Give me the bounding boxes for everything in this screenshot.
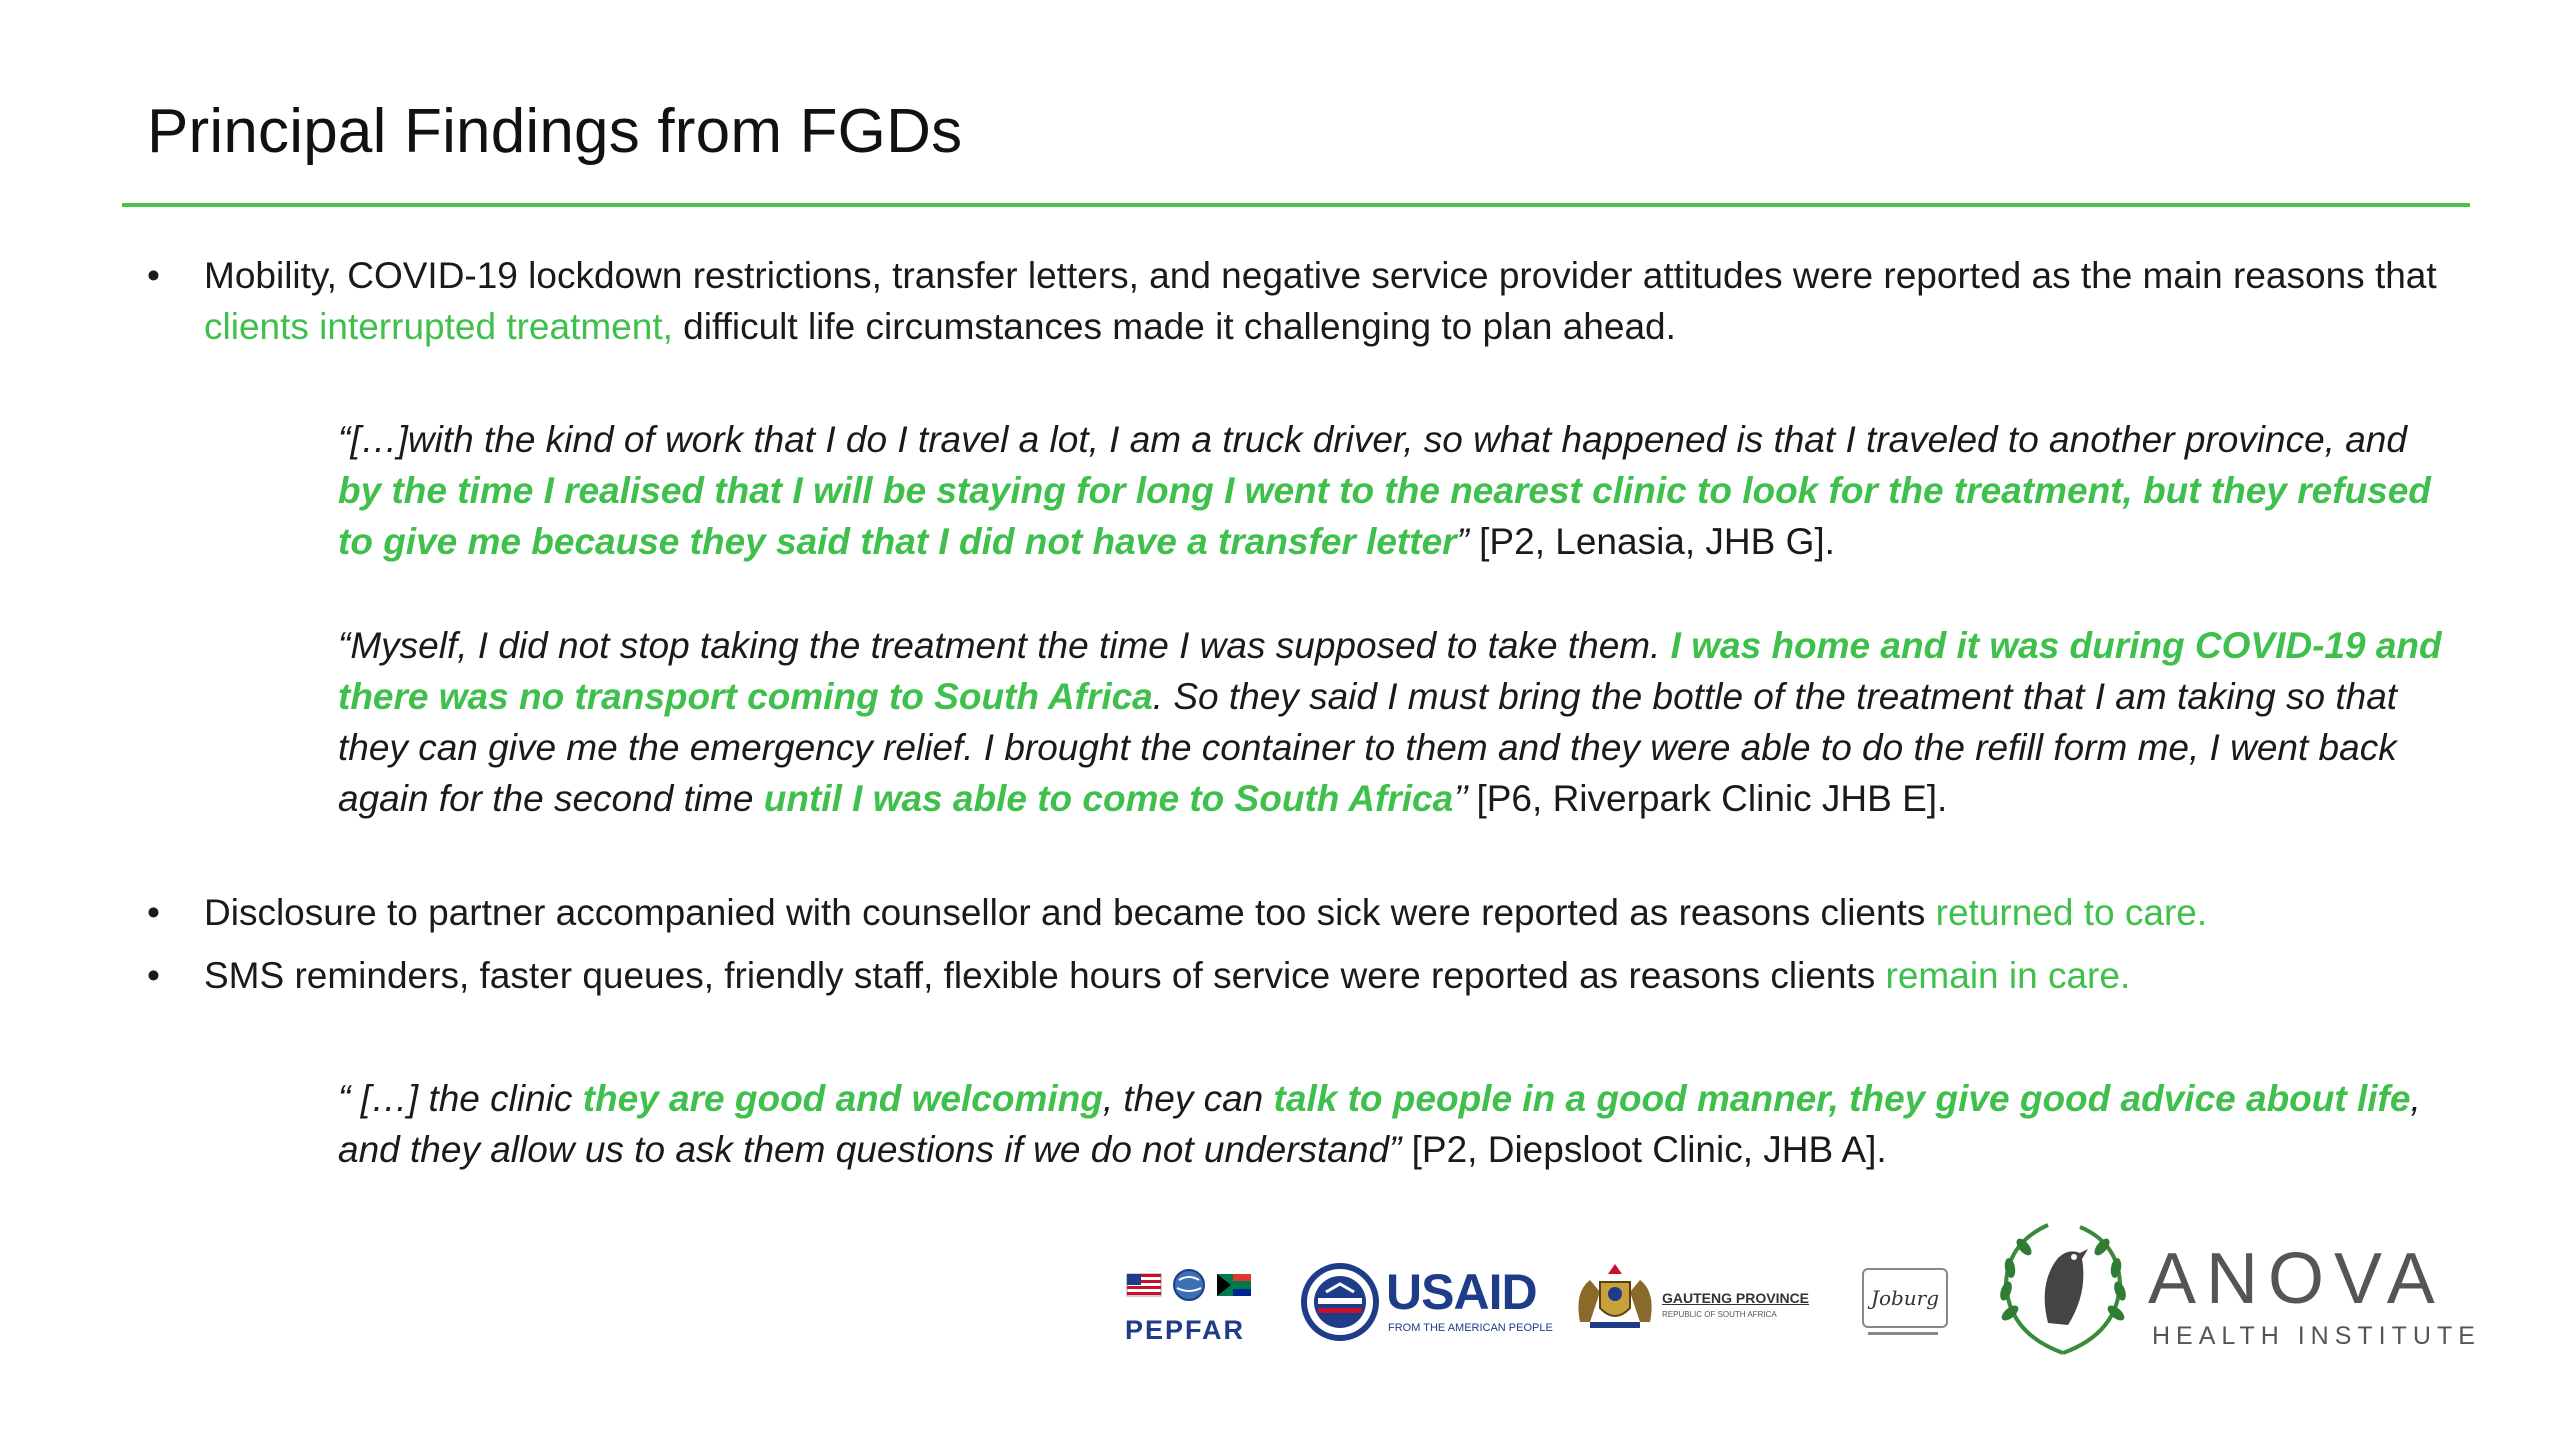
bullet-text (204, 250, 2447, 352)
flags-icon (1125, 1268, 1255, 1308)
coat-of-arms-icon (1570, 1262, 1660, 1332)
usaid-seal-icon (1300, 1262, 1380, 1342)
usaid-wordmark-text: USAID (1386, 1264, 1537, 1320)
bullet-item-2 (147, 887, 2447, 938)
bullet-text-part: SMS reminders, faster queues, friendly staff, flexible hours of service were reported as reasons clients (204, 955, 1886, 996)
bullet-text (204, 887, 2447, 938)
title-divider (122, 203, 2470, 207)
bullet-marker: • (147, 955, 160, 996)
bullet-marker: • (147, 255, 160, 296)
usaid-wordmark (1386, 1266, 1537, 1318)
quote-text: , they can (1102, 1078, 1274, 1119)
anova-wreath-icon (1988, 1213, 2138, 1363)
bullet-highlight: clients interrupted treatment, (204, 306, 673, 347)
quote-highlight: until I was able to come to South Africa (763, 778, 1454, 819)
gauteng-logo (1570, 1262, 1820, 1342)
usaid-logo (1300, 1262, 1560, 1352)
slide-title: Principal Findings from FGDs (147, 97, 963, 166)
bullet-text-part: Mobility, COVID-19 lockdown restrictions, transfer letters, and negative service provider attitudes were reported as the main reasons that (204, 255, 2437, 296)
anova-wordmark: ANOVA (2148, 1239, 2445, 1319)
quote-text: , and they allow us to ask them questions if we do not understand” (338, 1078, 2421, 1170)
bullet-text-part: difficult life circumstances made it challenging to plan ahead. (672, 306, 1676, 347)
joburg-badge (1862, 1268, 1948, 1328)
quote-text: ’’ (1453, 778, 1477, 819)
bullet-item-1 (147, 250, 2447, 352)
bullet-highlight: remain in care. (1885, 955, 2131, 996)
quote-block-2 (338, 620, 2448, 824)
quote-reference: [P2, Diepsloot Clinic, JHB A]. (1411, 1129, 1887, 1170)
quote-text: “[…]with the kind of work that I do I travel a lot, I am a truck driver, so what happened is that I traveled to another province, and (338, 419, 2407, 460)
quote-highlight: by the time I realised that I will be staying for long I went to the nearest clinic to look for the treatment, but they refused to give me because they said that I did not have a transfer letter (338, 470, 2431, 562)
gauteng-wordmark: GAUTENG PROVINCE (1662, 1290, 1810, 1306)
quote-highlight: I was home and it was during COVID-19 and there was no transport coming to South Africa (338, 625, 2442, 717)
bullet-text (204, 950, 2447, 1001)
quote-text: “Myself, I did not stop taking the treatment the time I was supposed to take them. (338, 625, 1671, 666)
bullet-text-part: Disclosure to partner accompanied with counsellor and became too sick were reported as reasons clients (204, 892, 1936, 933)
bullet-marker: • (147, 892, 160, 933)
bullet-highlight: returned to care. (1935, 892, 2208, 933)
quote-block-1 (338, 414, 2448, 567)
quote-text: “ […] the clinic (338, 1078, 583, 1119)
pepfar-logo (1125, 1268, 1255, 1348)
quote-highlight: talk to people in a good manner, they give good advice about life (1273, 1078, 2411, 1119)
quote-reference: [P2, Lenasia, JHB G]. (1479, 521, 1835, 562)
pepfar-wordmark: PEPFAR (1125, 1315, 1246, 1345)
joburg-wordmark: Joburg (1870, 1286, 1940, 1310)
joburg-underline (1868, 1332, 1938, 1335)
quote-text: ” (1456, 521, 1480, 562)
bullet-item-3 (147, 950, 2447, 1001)
joburg-logo (1862, 1262, 1952, 1342)
anova-tagline: HEALTH INSTITUTE (2152, 1322, 2481, 1350)
quote-text: . So they said I must bring the bottle of the treatment that I am taking so that they can give me the emergency relief. I brought the container to them and they were able to do the refill form me, I went back again for the second time (338, 676, 2398, 819)
quote-highlight: they are good and welcoming (582, 1078, 1103, 1119)
gauteng-subtext: REPUBLIC OF SOUTH AFRICA (1662, 1310, 1777, 1319)
quote-block-3 (338, 1073, 2448, 1175)
usaid-tagline: FROM THE AMERICAN PEOPLE (1388, 1322, 1553, 1334)
quote-reference: [P6, Riverpark Clinic JHB E]. (1476, 778, 1948, 819)
